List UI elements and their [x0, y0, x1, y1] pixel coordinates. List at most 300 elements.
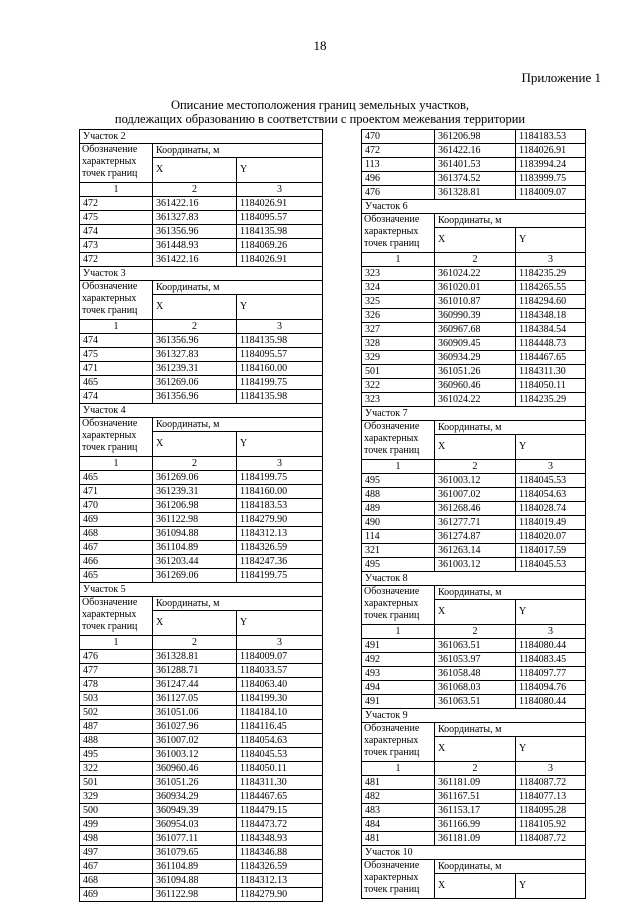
- x-coordinate-cell: 361153.17: [435, 804, 516, 818]
- column-number-row: [80, 457, 323, 471]
- table-row: [80, 239, 323, 253]
- table-row: [362, 130, 586, 144]
- y-coordinate-cell: 1184467.65: [516, 351, 586, 365]
- table-row: [362, 818, 586, 832]
- x-coordinate-cell: 361024.22: [435, 393, 516, 407]
- table-row: [362, 544, 586, 558]
- x-coordinate-cell: 360909.45: [435, 337, 516, 351]
- point-id-cell: 478: [80, 678, 153, 692]
- column-number: 3: [516, 460, 586, 474]
- y-coordinate-cell: 1184326.59: [237, 860, 323, 874]
- point-id-cell: 472: [362, 144, 435, 158]
- x-coordinate-cell: 361027.96: [153, 720, 237, 734]
- column-number: 3: [237, 636, 323, 650]
- plot-title: Участок 4: [80, 404, 323, 418]
- y-coordinate-cell: 1184135.98: [237, 225, 323, 239]
- point-id-cell: 465: [80, 569, 153, 583]
- point-id-cell: 322: [362, 379, 435, 393]
- x-header: X: [435, 600, 516, 625]
- column-number-row: [80, 636, 323, 650]
- column-number: 3: [237, 457, 323, 471]
- table-row: [362, 790, 586, 804]
- table-row: [362, 267, 586, 281]
- header-row: [80, 281, 323, 295]
- point-id-cell: 468: [80, 874, 153, 888]
- point-id-cell: 329: [362, 351, 435, 365]
- column-number: 2: [153, 183, 237, 197]
- y-coordinate-cell: 1184311.30: [237, 776, 323, 790]
- y-coordinate-cell: 1184473.72: [237, 818, 323, 832]
- x-coordinate-cell: 361181.09: [435, 832, 516, 846]
- y-coordinate-cell: 1184235.29: [516, 267, 586, 281]
- plot-title: Участок 7: [362, 407, 586, 421]
- x-coordinate-cell: 361268.46: [435, 502, 516, 516]
- x-coordinate-cell: 361374.52: [435, 172, 516, 186]
- column-number-row: [362, 625, 586, 639]
- plot-title-row: [80, 130, 323, 144]
- y-coordinate-cell: 1184020.07: [516, 530, 586, 544]
- point-id-cell: 495: [362, 558, 435, 572]
- y-coordinate-cell: 1183994.24: [516, 158, 586, 172]
- y-coordinate-cell: 1184199.30: [237, 692, 323, 706]
- point-id-cell: 474: [80, 225, 153, 239]
- y-coordinate-cell: 1184045.53: [516, 558, 586, 572]
- y-coordinate-cell: 1184105.92: [516, 818, 586, 832]
- plot-title-row: [362, 709, 586, 723]
- point-id-cell: 472: [80, 197, 153, 211]
- y-coordinate-cell: 1184183.53: [516, 130, 586, 144]
- coordinates-header: Координаты, м: [435, 214, 586, 228]
- point-id-cell: 114: [362, 530, 435, 544]
- y-header: Y: [516, 737, 586, 762]
- x-coordinate-cell: 361003.12: [435, 558, 516, 572]
- table-row: [362, 186, 586, 200]
- column-number: 1: [80, 636, 153, 650]
- point-id-cell: 476: [80, 650, 153, 664]
- plot-title: Участок 6: [362, 200, 586, 214]
- y-coordinate-cell: 1183999.75: [516, 172, 586, 186]
- x-coordinate-cell: 361269.06: [153, 569, 237, 583]
- point-id-cell: 490: [362, 516, 435, 530]
- coordinates-header: Координаты, м: [435, 586, 586, 600]
- coordinates-header: Координаты, м: [435, 421, 586, 435]
- point-id-cell: 321: [362, 544, 435, 558]
- y-coordinate-cell: 1184199.75: [237, 569, 323, 583]
- header-row: [362, 723, 586, 737]
- x-coordinate-cell: 361181.09: [435, 776, 516, 790]
- plot-title: Участок 2: [80, 130, 323, 144]
- y-coordinate-cell: 1184019.49: [516, 516, 586, 530]
- x-coordinate-cell: 361122.98: [153, 888, 237, 902]
- table-row: [362, 667, 586, 681]
- table-row: [362, 172, 586, 186]
- point-id-cell: 113: [362, 158, 435, 172]
- table-row: [80, 376, 323, 390]
- column-number: 2: [435, 625, 516, 639]
- point-id-cell: 491: [362, 639, 435, 653]
- y-coordinate-cell: 1184184.10: [237, 706, 323, 720]
- plot-title-row: [80, 404, 323, 418]
- point-id-cell: 466: [80, 555, 153, 569]
- table-row: [80, 776, 323, 790]
- table-row: [80, 860, 323, 874]
- header-row: [80, 597, 323, 611]
- point-id-cell: 484: [362, 818, 435, 832]
- point-id-cell: 469: [80, 888, 153, 902]
- plot-title-row: [362, 572, 586, 586]
- y-coordinate-cell: 1184026.91: [237, 197, 323, 211]
- table-row: [80, 253, 323, 267]
- point-id-cell: 483: [362, 804, 435, 818]
- y-coordinate-cell: 1184199.75: [237, 376, 323, 390]
- x-coordinate-cell: 361058.48: [435, 667, 516, 681]
- column-number: 1: [80, 183, 153, 197]
- x-coordinate-cell: 361328.81: [153, 650, 237, 664]
- y-coordinate-cell: 1184311.30: [516, 365, 586, 379]
- column-number-row: [362, 253, 586, 267]
- table-row: [80, 734, 323, 748]
- point-id-cell: 488: [80, 734, 153, 748]
- column-number: 2: [153, 320, 237, 334]
- table-row: [80, 832, 323, 846]
- point-designation-header: Обозначение характерных точек границ: [362, 214, 435, 253]
- table-row: [362, 379, 586, 393]
- y-coordinate-cell: 1184135.98: [237, 390, 323, 404]
- column-number: 1: [80, 320, 153, 334]
- point-designation-header: Обозначение характерных точек границ: [362, 421, 435, 460]
- point-id-cell: 489: [362, 502, 435, 516]
- x-coordinate-cell: 361327.83: [153, 211, 237, 225]
- header-row: [362, 860, 586, 874]
- x-coordinate-cell: 361356.96: [153, 390, 237, 404]
- y-coordinate-cell: 1184183.53: [237, 499, 323, 513]
- y-coordinate-cell: 1184384.54: [516, 323, 586, 337]
- x-coordinate-cell: 360990.39: [435, 309, 516, 323]
- coordinates-header: Координаты, м: [153, 144, 323, 158]
- left-column: [79, 129, 322, 902]
- x-coordinate-cell: 361003.12: [435, 474, 516, 488]
- table-row: [362, 832, 586, 846]
- column-number: 1: [362, 460, 435, 474]
- title-line-2: подлежащих образованию в соответствии с проектом межевания территории: [114, 112, 526, 126]
- point-id-cell: 498: [80, 832, 153, 846]
- point-id-cell: 491: [362, 695, 435, 709]
- column-number: 2: [435, 762, 516, 776]
- header-row: [362, 586, 586, 600]
- y-coordinate-cell: 1184077.13: [516, 790, 586, 804]
- header-row: [362, 214, 586, 228]
- point-id-cell: 465: [80, 376, 153, 390]
- table-row: [80, 485, 323, 499]
- x-coordinate-cell: 361077.11: [153, 832, 237, 846]
- point-id-cell: 500: [80, 804, 153, 818]
- y-coordinate-cell: 1184026.91: [516, 144, 586, 158]
- point-id-cell: 328: [362, 337, 435, 351]
- table-row: [362, 337, 586, 351]
- x-coordinate-cell: 360934.29: [153, 790, 237, 804]
- point-id-cell: 323: [362, 267, 435, 281]
- x-coordinate-cell: 361007.02: [153, 734, 237, 748]
- x-coordinate-cell: 361327.83: [153, 348, 237, 362]
- point-id-cell: 476: [362, 186, 435, 200]
- table-row: [362, 681, 586, 695]
- x-coordinate-cell: 361094.88: [153, 874, 237, 888]
- y-coordinate-cell: 1184199.75: [237, 471, 323, 485]
- y-coordinate-cell: 1184054.63: [237, 734, 323, 748]
- x-coordinate-cell: 361122.98: [153, 513, 237, 527]
- y-coordinate-cell: 1184247.36: [237, 555, 323, 569]
- column-number: 3: [516, 625, 586, 639]
- point-id-cell: 494: [362, 681, 435, 695]
- point-id-cell: 495: [80, 748, 153, 762]
- x-coordinate-cell: 361269.06: [153, 471, 237, 485]
- point-id-cell: 471: [80, 362, 153, 376]
- y-coordinate-cell: 1184026.91: [237, 253, 323, 267]
- y-coordinate-cell: 1184095.28: [516, 804, 586, 818]
- y-header: Y: [237, 611, 323, 636]
- x-coordinate-cell: 361448.93: [153, 239, 237, 253]
- plot-title-row: [362, 846, 586, 860]
- point-id-cell: 481: [362, 832, 435, 846]
- table-row: [80, 664, 323, 678]
- point-id-cell: 496: [362, 172, 435, 186]
- plot-title: Участок 8: [362, 572, 586, 586]
- y-coordinate-cell: 1184116.45: [237, 720, 323, 734]
- x-header: X: [435, 874, 516, 899]
- point-id-cell: 488: [362, 488, 435, 502]
- x-coordinate-cell: 361051.26: [153, 776, 237, 790]
- point-id-cell: 327: [362, 323, 435, 337]
- y-coordinate-cell: 1184045.53: [516, 474, 586, 488]
- y-coordinate-cell: 1184448.73: [516, 337, 586, 351]
- table-row: [80, 197, 323, 211]
- x-coordinate-cell: 361328.81: [435, 186, 516, 200]
- point-designation-header: Обозначение характерных точек границ: [362, 723, 435, 762]
- point-id-cell: 473: [80, 239, 153, 253]
- table-row: [80, 527, 323, 541]
- y-coordinate-cell: 1184279.90: [237, 888, 323, 902]
- appendix-label: Приложение 1: [521, 70, 601, 85]
- table-row: [80, 720, 323, 734]
- x-coordinate-cell: 361020.01: [435, 281, 516, 295]
- y-coordinate-cell: 1184312.13: [237, 527, 323, 541]
- x-coordinate-cell: 361277.71: [435, 516, 516, 530]
- table-row: [80, 706, 323, 720]
- x-header: X: [153, 295, 237, 320]
- table-row: [80, 692, 323, 706]
- x-coordinate-cell: 361051.26: [435, 365, 516, 379]
- x-coordinate-cell: 360954.03: [153, 818, 237, 832]
- plot-title-row: [362, 200, 586, 214]
- point-id-cell: 324: [362, 281, 435, 295]
- table-row: [80, 211, 323, 225]
- y-coordinate-cell: 1184135.98: [237, 334, 323, 348]
- x-coordinate-cell: 361167.51: [435, 790, 516, 804]
- x-coordinate-cell: 361288.71: [153, 664, 237, 678]
- page-number: 18: [313, 38, 327, 53]
- y-coordinate-cell: 1184294.60: [516, 295, 586, 309]
- x-coordinate-cell: 361203.44: [153, 555, 237, 569]
- y-coordinate-cell: 1184009.07: [237, 650, 323, 664]
- coordinates-header: Координаты, м: [153, 597, 323, 611]
- y-coordinate-cell: 1184479.15: [237, 804, 323, 818]
- point-id-cell: 501: [80, 776, 153, 790]
- table-row: [362, 653, 586, 667]
- y-coordinate-cell: 1184348.18: [516, 309, 586, 323]
- column-number: 3: [237, 320, 323, 334]
- x-coordinate-cell: 361051.06: [153, 706, 237, 720]
- table-row: [362, 488, 586, 502]
- plot-title-row: [80, 267, 323, 281]
- plot-title: Участок 9: [362, 709, 586, 723]
- table-row: [362, 295, 586, 309]
- x-coordinate-cell: 360967.68: [435, 323, 516, 337]
- table-row: [80, 513, 323, 527]
- table-row: [362, 393, 586, 407]
- table-row: [80, 225, 323, 239]
- point-designation-header: Обозначение характерных точек границ: [362, 860, 435, 899]
- column-number-row: [80, 320, 323, 334]
- column-number: 2: [435, 460, 516, 474]
- right-coordinates-table: [361, 129, 586, 899]
- table-row: [362, 281, 586, 295]
- y-coordinate-cell: 1184028.74: [516, 502, 586, 516]
- table-row: [362, 323, 586, 337]
- table-row: [80, 569, 323, 583]
- y-header: Y: [516, 874, 586, 899]
- y-coordinate-cell: 1184050.11: [516, 379, 586, 393]
- y-coordinate-cell: 1184080.44: [516, 639, 586, 653]
- y-header: Y: [237, 295, 323, 320]
- table-row: [80, 334, 323, 348]
- table-row: [80, 390, 323, 404]
- point-id-cell: 469: [80, 513, 153, 527]
- table-row: [80, 678, 323, 692]
- x-header: X: [435, 737, 516, 762]
- point-id-cell: 474: [80, 390, 153, 404]
- y-coordinate-cell: 1184050.11: [237, 762, 323, 776]
- x-coordinate-cell: 361104.89: [153, 541, 237, 555]
- x-coordinate-cell: 361003.12: [153, 748, 237, 762]
- y-header: Y: [237, 158, 323, 183]
- table-row: [362, 144, 586, 158]
- column-number-row: [362, 762, 586, 776]
- table-row: [362, 516, 586, 530]
- column-number: 1: [362, 253, 435, 267]
- y-coordinate-cell: 1184346.88: [237, 846, 323, 860]
- header-row: [80, 144, 323, 158]
- x-coordinate-cell: 361206.98: [153, 499, 237, 513]
- table-row: [80, 874, 323, 888]
- plot-title: Участок 5: [80, 583, 323, 597]
- table-row: [80, 348, 323, 362]
- table-row: [362, 530, 586, 544]
- x-coordinate-cell: 361422.16: [153, 253, 237, 267]
- y-coordinate-cell: 1184033.57: [237, 664, 323, 678]
- table-row: [362, 695, 586, 709]
- x-header: X: [153, 432, 237, 457]
- x-header: X: [153, 158, 237, 183]
- coordinates-header: Координаты, м: [153, 418, 323, 432]
- point-id-cell: 465: [80, 471, 153, 485]
- y-coordinate-cell: 1184160.00: [237, 485, 323, 499]
- table-row: [362, 558, 586, 572]
- point-id-cell: 325: [362, 295, 435, 309]
- y-coordinate-cell: 1184009.07: [516, 186, 586, 200]
- point-id-cell: 326: [362, 309, 435, 323]
- table-row: [80, 762, 323, 776]
- point-id-cell: 475: [80, 211, 153, 225]
- document-title: [0, 98, 640, 126]
- y-header: Y: [516, 600, 586, 625]
- point-id-cell: 487: [80, 720, 153, 734]
- table-row: [80, 818, 323, 832]
- x-coordinate-cell: 361247.44: [153, 678, 237, 692]
- y-coordinate-cell: 1184063.40: [237, 678, 323, 692]
- column-number: 3: [516, 253, 586, 267]
- y-coordinate-cell: 1184095.57: [237, 348, 323, 362]
- point-id-cell: 502: [80, 706, 153, 720]
- point-id-cell: 474: [80, 334, 153, 348]
- y-coordinate-cell: 1184069.26: [237, 239, 323, 253]
- x-coordinate-cell: 361024.22: [435, 267, 516, 281]
- x-coordinate-cell: 361239.31: [153, 362, 237, 376]
- y-coordinate-cell: 1184083.45: [516, 653, 586, 667]
- y-coordinate-cell: 1184467.65: [237, 790, 323, 804]
- x-coordinate-cell: 361206.98: [435, 130, 516, 144]
- table-row: [362, 474, 586, 488]
- x-coordinate-cell: 361094.88: [153, 527, 237, 541]
- x-coordinate-cell: 361239.31: [153, 485, 237, 499]
- y-coordinate-cell: 1184054.63: [516, 488, 586, 502]
- point-id-cell: 329: [80, 790, 153, 804]
- point-id-cell: 467: [80, 541, 153, 555]
- point-designation-header: Обозначение характерных точек границ: [362, 586, 435, 625]
- x-coordinate-cell: 361356.96: [153, 334, 237, 348]
- x-coordinate-cell: 360949.39: [153, 804, 237, 818]
- column-number: 2: [153, 457, 237, 471]
- y-header: Y: [516, 435, 586, 460]
- header-row: [80, 418, 323, 432]
- table-row: [80, 790, 323, 804]
- point-designation-header: Обозначение характерных точек границ: [80, 144, 153, 183]
- x-coordinate-cell: 361269.06: [153, 376, 237, 390]
- right-column: [361, 129, 585, 899]
- table-row: [362, 502, 586, 516]
- coordinates-header: Координаты, м: [435, 860, 586, 874]
- x-coordinate-cell: 361007.02: [435, 488, 516, 502]
- x-coordinate-cell: 360960.46: [153, 762, 237, 776]
- column-number: 3: [237, 183, 323, 197]
- y-coordinate-cell: 1184080.44: [516, 695, 586, 709]
- coordinates-header: Координаты, м: [435, 723, 586, 737]
- point-id-cell: 323: [362, 393, 435, 407]
- plot-title: Участок 10: [362, 846, 586, 860]
- table-row: [362, 158, 586, 172]
- x-coordinate-cell: 361063.51: [435, 639, 516, 653]
- point-id-cell: 475: [80, 348, 153, 362]
- column-number: 2: [435, 253, 516, 267]
- x-coordinate-cell: 360960.46: [435, 379, 516, 393]
- point-id-cell: 501: [362, 365, 435, 379]
- table-row: [80, 499, 323, 513]
- x-coordinate-cell: 361422.16: [153, 197, 237, 211]
- y-coordinate-cell: 1184087.72: [516, 832, 586, 846]
- plot-title: Участок 3: [80, 267, 323, 281]
- column-number-row: [80, 183, 323, 197]
- table-row: [80, 650, 323, 664]
- y-coordinate-cell: 1184235.29: [516, 393, 586, 407]
